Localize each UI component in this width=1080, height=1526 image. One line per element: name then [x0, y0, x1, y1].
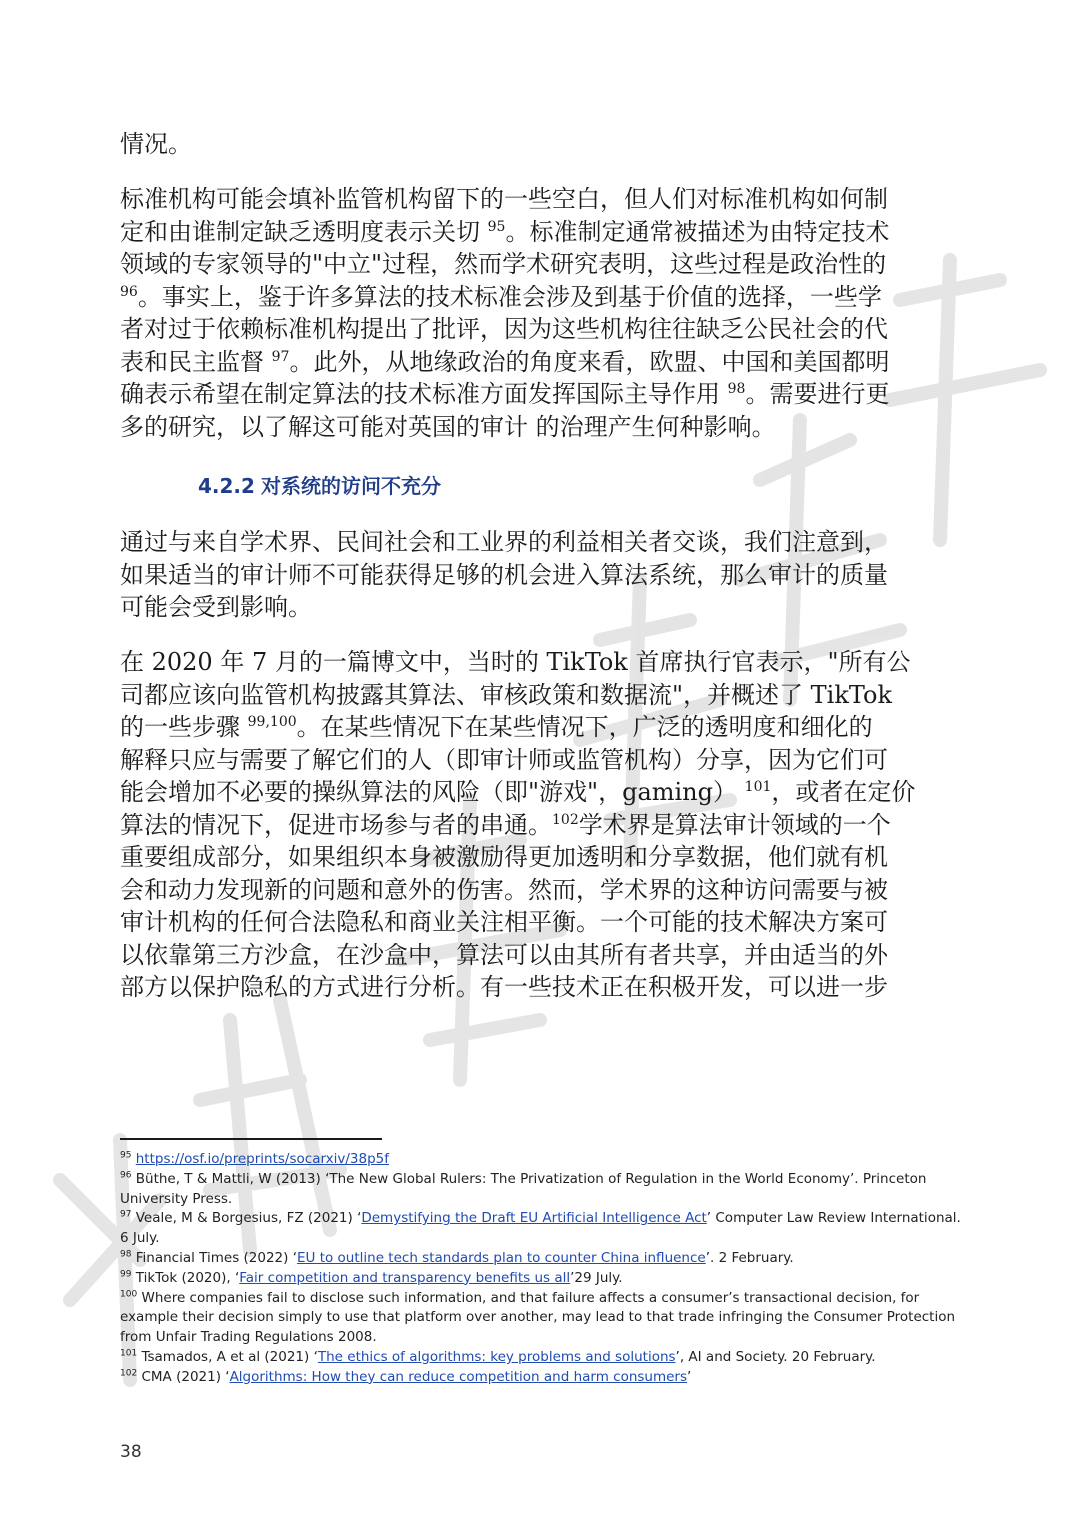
footnote-ref[interactable]: 97 [271, 348, 290, 365]
footnote-100-cont2: from Unfair Trading Regulations 2008. [120, 1329, 377, 1346]
text-line: 如果适当的审计师不可能获得足够的机会进入算法系统，那么审计的质量 [120, 560, 888, 589]
text-line: 以依靠第三方沙盒，在沙盒中，算法可以由其所有者共享，并由适当的外 [120, 940, 888, 969]
text-line: 定和由谁制定缺乏透明度表示关切 $^{95}$。标准制定通常被描述为由特定技术 [120, 217, 890, 246]
footnote-link[interactable]: Algorithms: How they can reduce competition and harm consumers [229, 1368, 688, 1385]
footnote-99: $^{99}$ TikTok (2020), ‘Fair competition and transparency benefits us all’29 July. [120, 1269, 623, 1286]
footnote-ref[interactable]: 95 [487, 218, 506, 235]
section-title: 对系统的访问不充分 [260, 474, 441, 498]
footnote-100: $^{100}$ Where companies fail to disclose such information, and that failure affects a consumer’s transactional decision, for [120, 1289, 920, 1306]
paragraph-1 [120, 183, 940, 443]
footnote-link[interactable]: Fair competition and transparency benefits us all [239, 1269, 571, 1286]
footnote-ref[interactable]: 101 [744, 779, 772, 795]
footnote-102: $^{102}$ CMA (2021) ‘Algorithms: How they can reduce competition and harm consumers’ [120, 1368, 692, 1385]
footnote-95: $^{95}$ https://osf.io/preprints/socarxiv/38p5f [120, 1150, 390, 1167]
section-heading [198, 470, 447, 499]
text-line: 情况。 [120, 130, 192, 158]
text-line: 多的研究，以了解这可能对英国的审计 的治理产生何种影响。 [120, 412, 776, 441]
footnote-link[interactable]: EU to outline tech standards plan to counter China influence [297, 1249, 706, 1266]
text-line: 的一些步骤 $^{99,100}$。在某些情况下在某些情况下，广泛的透明度和细化的 [120, 713, 873, 741]
footnote-100-cont: example their decision simply to use that platform over another, may lead to that trade infringing the Consumer Protection [120, 1309, 956, 1326]
footnote-ref[interactable]: 98 [727, 381, 746, 397]
text-line: 确表示希望在制定算法的技术标准方面发挥国际主导作用 $^{98}$。需要进行更 [120, 380, 890, 408]
text-line: 表和民主监督 $^{97}$。此外，从地缘政治的角度来看，欧盟、中国和美国都明 [120, 347, 890, 376]
footnote-link[interactable]: Demystifying the Draft EU Artificial Intelligence Act [361, 1210, 707, 1227]
footnote-101: $^{101}$ Tsamados, A et al (2021) ‘The ethics of algorithms: key problems and solutions’, AI and Society. 20 February. [120, 1348, 876, 1365]
text-line: 部方以保护隐私的方式进行分析。有一些技术正在积极开发，可以进一步 [120, 973, 888, 1001]
footnotes [120, 1150, 960, 1388]
text-line: 司都应该向监管机构披露其算法、审核政策和数据流"，并概述了 TikTok [120, 680, 893, 709]
page-number: 38 [120, 1442, 142, 1462]
text-line: 在 2020 年 7 月的一篇博文中，当时的 TikTok 首席执行官表示，"所有公 [120, 648, 911, 676]
text-line: 领域的专家领导的"中立"过程，然而学术研究表明，这些过程是政治性的 [120, 250, 887, 278]
paragraph-2 [120, 526, 940, 624]
text-line: 可能会受到影响。 [120, 593, 312, 621]
footnote-96: $^{96}$ Büthe, T & Mattli, W (2013) ‘The New Global Rulers: The Privatization of Regulation in the World Economy’. Princeton [120, 1170, 927, 1187]
text-line: 标准机构可能会填补监管机构留下的一些空白，但人们对标准机构如何制 [120, 185, 888, 213]
footnote-97-cont: 6 July. [120, 1230, 160, 1247]
text-line: 者对过于依赖标准机构提出了批评，因为这些机构往往缺乏公民社会的代 [120, 315, 888, 343]
text-line: 重要组成部分，如果组织本身被激励得更加透明和分享数据，他们就有机 [120, 843, 888, 871]
footnote-link[interactable]: https://osf.io/preprints/socarxiv/38p5f [135, 1151, 390, 1167]
text-line: 解释只应与需要了解它们的人（即审计师或监管机构）分享，因为它们可 [120, 745, 888, 774]
footnote-ref[interactable]: 96 [120, 283, 138, 300]
footnote-ref[interactable]: 102 [552, 811, 579, 828]
text-line: 能会增加不必要的操纵算法的风险（即"游戏"，gaming） $^{101}$，或者在定价 [120, 778, 916, 806]
paragraph-3 [120, 646, 940, 1004]
footnote-link[interactable]: The ethics of algorithms: key problems and solutions [317, 1348, 676, 1365]
text-line: 通过与来自学术界、民间社会和工业界的利益相关者交谈，我们注意到， [120, 528, 888, 556]
text-line: 会和动力发现新的问题和意外的伤害。然而，学术界的这种访问需要与被 [120, 875, 888, 904]
text-line: 算法的情况下，促进市场参与者的串通。$^{102}$学术界是算法审计领域的一个 [120, 810, 891, 839]
footnote-96-cont: University Press. [120, 1190, 233, 1207]
paragraph-0 [120, 128, 940, 161]
text-line: $^{96}$。事实上，鉴于许多算法的技术标准会涉及到基于价值的选择，一些学 [120, 282, 882, 311]
footnote-98: $^{98}$ Financial Times (2022) ‘EU to outline tech standards plan to counter China influence’. 2 February. [120, 1249, 794, 1266]
footnote-separator [120, 1138, 382, 1140]
section-number: 4.2.2 [198, 474, 255, 498]
text-line: 审计机构的任何合法隐私和商业关注相平衡。一个可能的技术解决方案可 [120, 908, 888, 936]
footnote-ref[interactable]: 99,100 [247, 714, 297, 730]
footnote-97: $^{97}$ Veale, M & Borgesius, FZ (2021) ‘Demystifying the Draft EU Artificial Intelligence Act’ Computer Law Review International. [120, 1209, 961, 1227]
